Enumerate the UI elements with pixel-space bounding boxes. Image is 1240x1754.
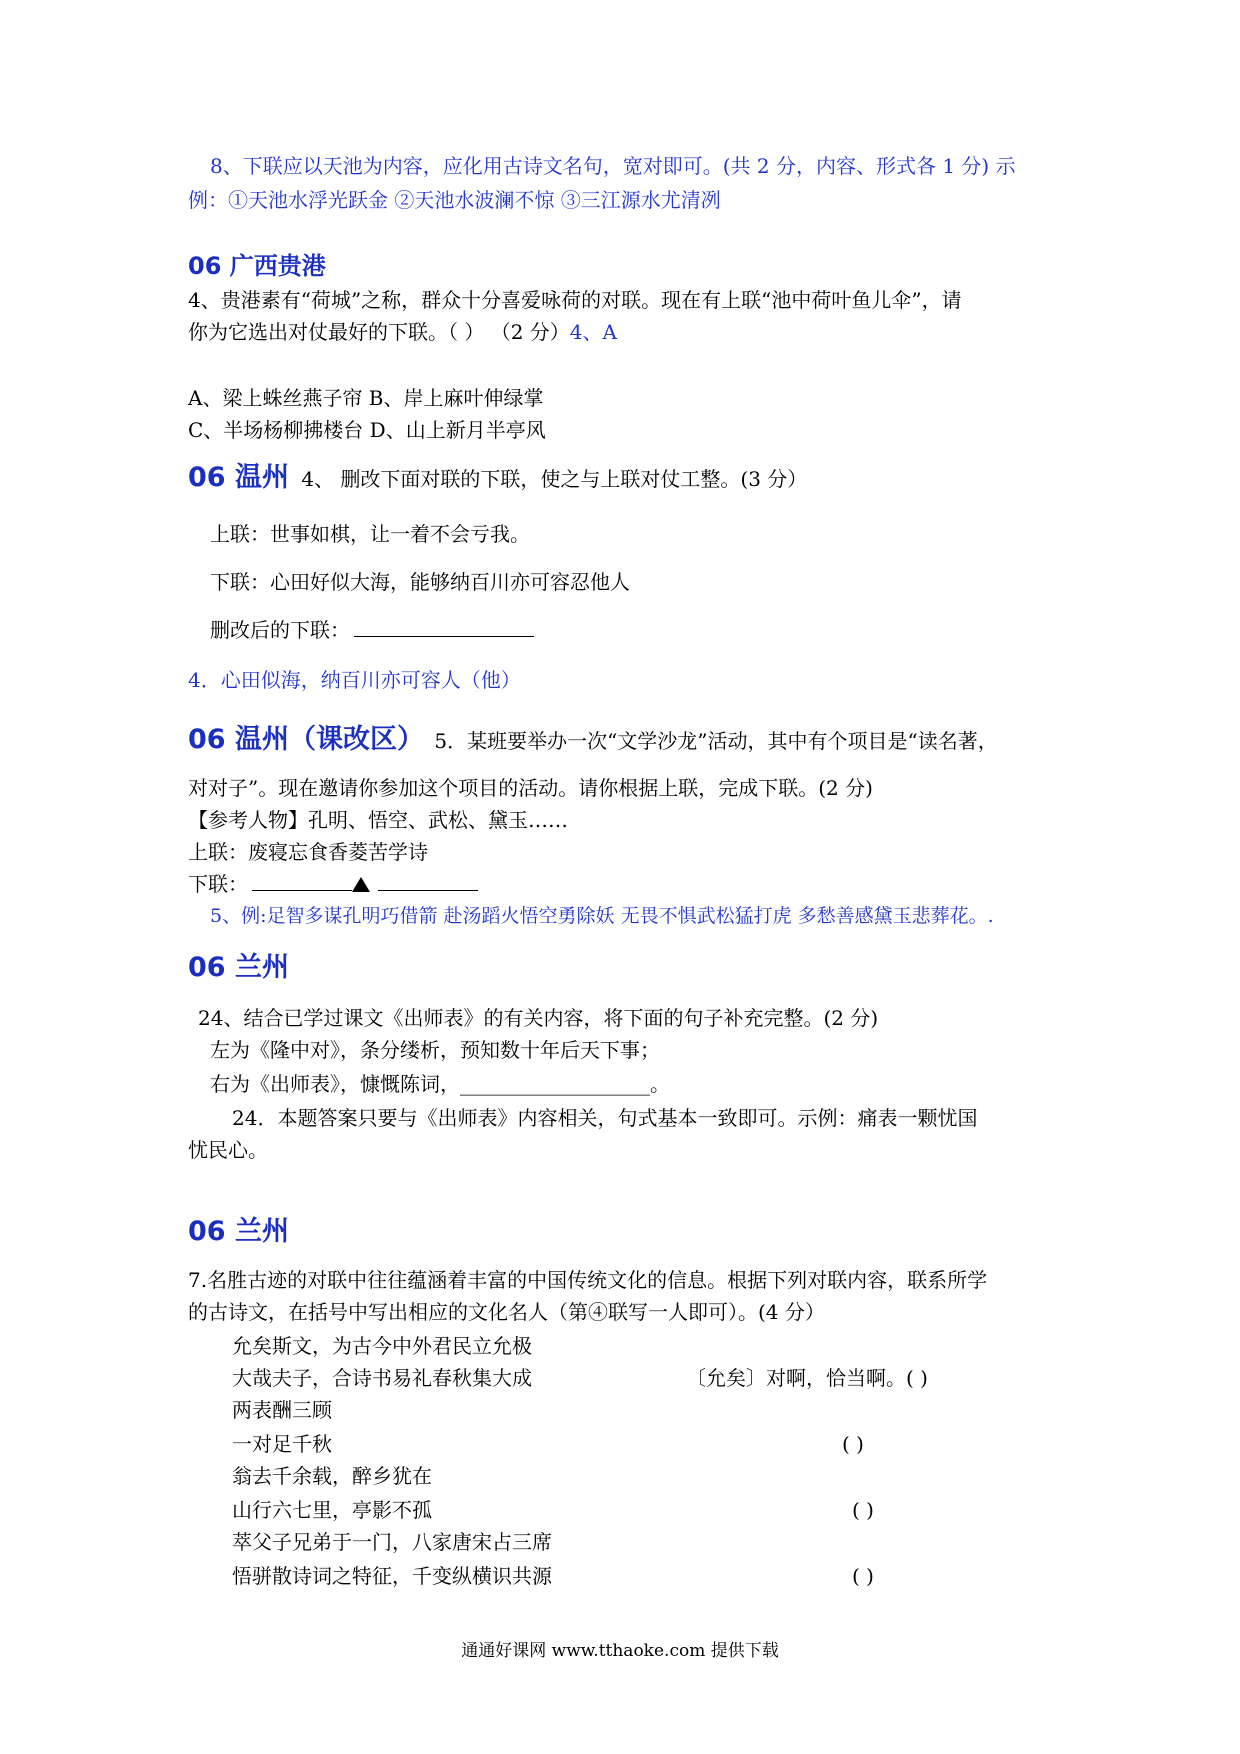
answer-blank-line	[354, 616, 534, 637]
couplet2-line1: 两表酬三顾	[232, 1398, 332, 1422]
couplet2-line2: 一对足千秋	[232, 1432, 332, 1456]
wenzhou-kgq-lower-line	[188, 868, 478, 900]
page-footer: 通通好课网 www.tthaoke.com 提供下载	[461, 1641, 779, 1661]
couplet3-line1: 翁去千余载，醉乡犹在	[232, 1464, 432, 1488]
answer-blank-line-right	[378, 870, 478, 891]
lanzhou2-question-line1: 7.名胜古迹的对联中往往蕴涵着丰富的中国传统文化的信息。根据下列对联内容，联系所学	[188, 1268, 988, 1292]
wenzhou-lower-couplet: 下联：心田好似大海，能够纳百川亦可容忍他人	[210, 570, 630, 594]
couplet4-line1: 萃父子兄弟于一门，八家唐宋占三席	[232, 1530, 552, 1554]
wenzhou-kgq-question-line1	[188, 724, 998, 757]
q8-answer-line1: 8、下联应以天池为内容，应化用古诗文名句，宽对即可。(共 2 分，内容、形式各 1 分) 示	[210, 154, 1016, 178]
section-heading-lanzhou-1: 06 兰州	[188, 952, 289, 983]
wenzhou-kgq-upper-couplet: 上联：废寝忘食香菱苦学诗	[188, 840, 428, 864]
guigang-answer: 4、A	[569, 320, 617, 344]
wenzhou-kgq-question-line2: 对对子”。现在邀请你参加这个项目的活动。请你根据上联，完成下联。(2 分)	[188, 776, 873, 800]
wenzhou-edited-line	[210, 614, 534, 646]
couplet4-line2: 悟骈散诗词之特征，千变纵横识共源	[232, 1564, 552, 1588]
wenzhou-edited-label: 删改后的下联：	[210, 618, 350, 642]
wenzhou-answer: 4．心田似海，纳百川亦可容人（他）	[188, 668, 521, 692]
guigang-options-ab: A、梁上蛛丝燕子帘 B、岸上麻叶伸绿掌	[188, 386, 544, 410]
wenzhou-kgq-lower-label: 下联：	[188, 872, 248, 896]
section-heading-wenzhou-kgq: 06 温州（课改区）	[188, 724, 424, 755]
guigang-question-line2	[188, 316, 617, 348]
couplet3-answer-paren: ( )	[852, 1498, 874, 1522]
wenzhou-kgq-question: 5．某班要举办一次“文学沙龙”活动，其中有个项目是“读名著，	[434, 729, 998, 753]
wenzhou-question: 4、 删改下面对联的下联，使之与上联对仗工整。(3 分）	[301, 467, 808, 491]
lanzhou1-right-couplet: 右为《出师表》，慷慨陈词，___________________。	[210, 1072, 670, 1096]
couplet1-line2: 大哉夫子，合诗书易礼春秋集大成	[232, 1366, 532, 1390]
section-heading-lanzhou-2: 06 兰州	[188, 1216, 289, 1247]
triangle-marker-icon	[352, 877, 370, 892]
guigang-question-line1: 4、贵港素有“荷城”之称，群众十分喜爱咏荷的对联。现在有上联“池中荷叶鱼儿伞”，请	[188, 288, 962, 312]
section-heading-guigang: 06 广西贵港	[188, 252, 326, 280]
couplet1-note: 〔允矣〕对啊，恰当啊。( )	[686, 1366, 928, 1390]
couplet1-line1: 允矣斯文，为古今中外君民立允极	[232, 1334, 532, 1358]
section-heading-wenzhou: 06 温州	[188, 462, 289, 493]
lanzhou1-answer-line2: 忧民心。	[188, 1138, 268, 1162]
couplet4-answer-paren: ( )	[852, 1564, 874, 1588]
couplet3-line2: 山行六七里，亭影不孤	[232, 1498, 432, 1522]
answer-blank-line-left	[252, 870, 352, 891]
q8-answer-line2: 例：①天池水浮光跃金 ②天池水波澜不惊 ③三江源水尤清冽	[188, 188, 721, 212]
wenzhou-kgq-reference: 【参考人物】孔明、悟空、武松、黛玉……	[188, 808, 568, 832]
couplet2-answer-paren: ( )	[842, 1432, 864, 1456]
lanzhou1-left-couplet: 左为《隆中对》，条分缕析，预知数十年后天下事；	[210, 1038, 660, 1062]
wenzhou-question-line	[188, 462, 807, 495]
lanzhou1-question: 24、结合已学过课文《出师表》的有关内容，将下面的句子补充完整。(2 分)	[198, 1006, 879, 1030]
lanzhou1-answer-line1: 24．本题答案只要与《出师表》内容相关，句式基本一致即可。示例：痛表一颗忧国	[232, 1106, 978, 1130]
guigang-question-text: 你为它选出对仗最好的下联。（ ） （2 分）	[188, 320, 570, 344]
wenzhou-upper-couplet: 上联：世事如棋，让一着不会亏我。	[210, 522, 530, 546]
lanzhou2-question-line2: 的古诗文，在括号中写出相应的文化名人（第④联写一人即可）。(4 分）	[188, 1300, 825, 1324]
wenzhou-kgq-answer: 5、例:足智多谋孔明巧借箭 赴汤蹈火悟空勇除妖 无畏不惧武松猛打虎 多愁善感黛玉悲葬花。.	[210, 905, 994, 927]
guigang-options-cd: C、半场杨柳拂楼台 D、山上新月半亭风	[188, 418, 546, 442]
